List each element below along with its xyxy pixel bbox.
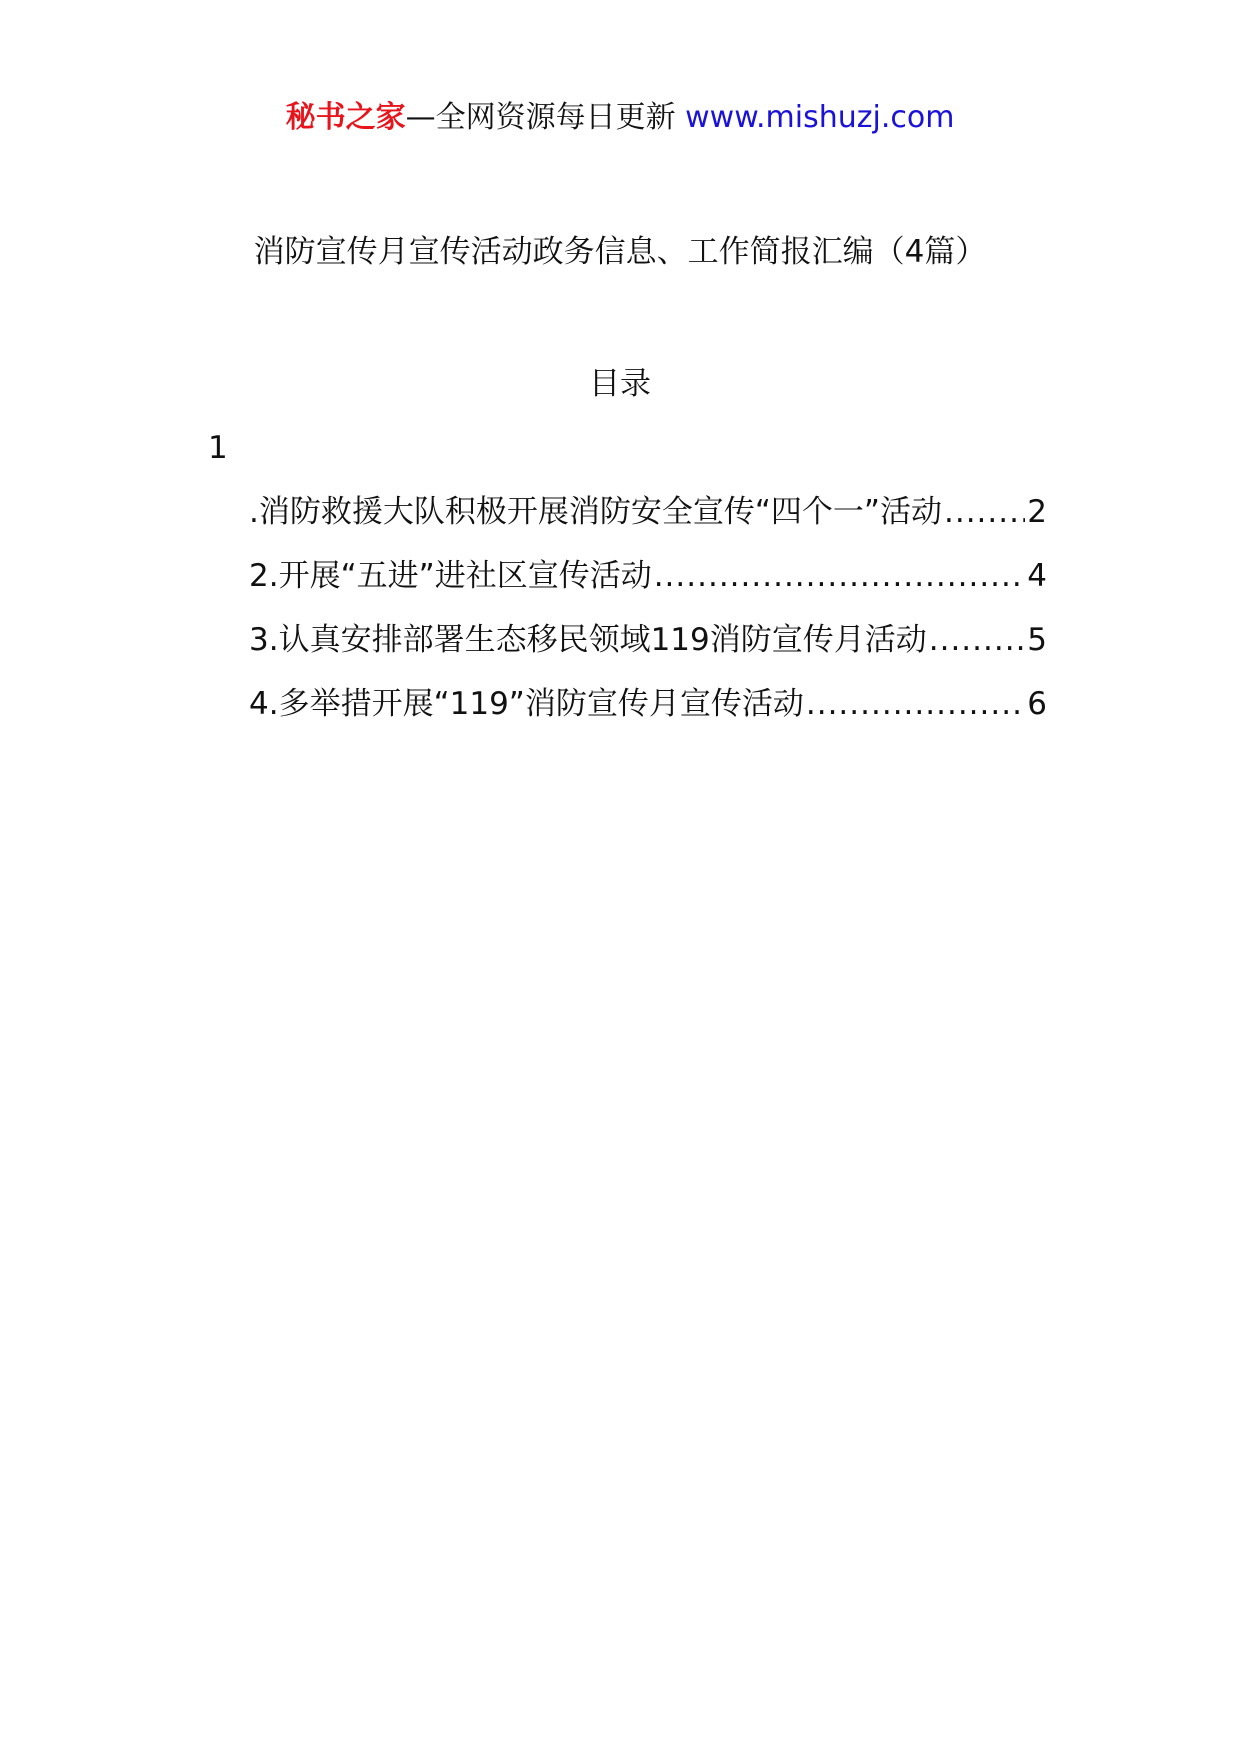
toc-entry-page: 4 [1027, 558, 1047, 594]
toc-entry-title: 3.认真安排部署生态移民领域119消防宣传月活动 [249, 622, 927, 658]
toc-entry-4[interactable] [249, 682, 1047, 746]
toc-entry-title: 2.开展“五进”进社区宣传活动 [249, 558, 652, 594]
site-tagline: —全网资源每日更新 [405, 100, 676, 135]
toc-heading: 目录 [589, 366, 651, 402]
toc-leading-number: 1 [208, 430, 228, 466]
toc-entry-3[interactable] [249, 618, 1047, 682]
toc-entry-1[interactable] [249, 490, 1047, 554]
toc-dot-leader [806, 682, 1025, 726]
document-title: 消防宣传月宣传活动政务信息、工作简报汇编（4篇） [253, 234, 987, 270]
toc-entry-title: .消防救援大队积极开展消防安全宣传“四个一”活动 [249, 494, 942, 530]
toc-dot-leader [944, 490, 1025, 534]
site-header [0, 98, 1240, 138]
toc-entry-title: 4.多举措开展“119”消防宣传月宣传活动 [249, 686, 804, 722]
toc-dot-leader [929, 618, 1026, 662]
toc-entry-page: 2 [1027, 494, 1047, 530]
toc-entry-page: 6 [1027, 686, 1047, 722]
site-url-link[interactable]: www.mishuzj.com [685, 100, 955, 135]
toc-dot-leader [654, 554, 1026, 598]
toc-entry-2[interactable] [249, 554, 1047, 618]
brand-name: 秘书之家 [285, 100, 406, 135]
toc-entry-page: 5 [1027, 622, 1047, 658]
table-of-contents [249, 490, 1047, 746]
